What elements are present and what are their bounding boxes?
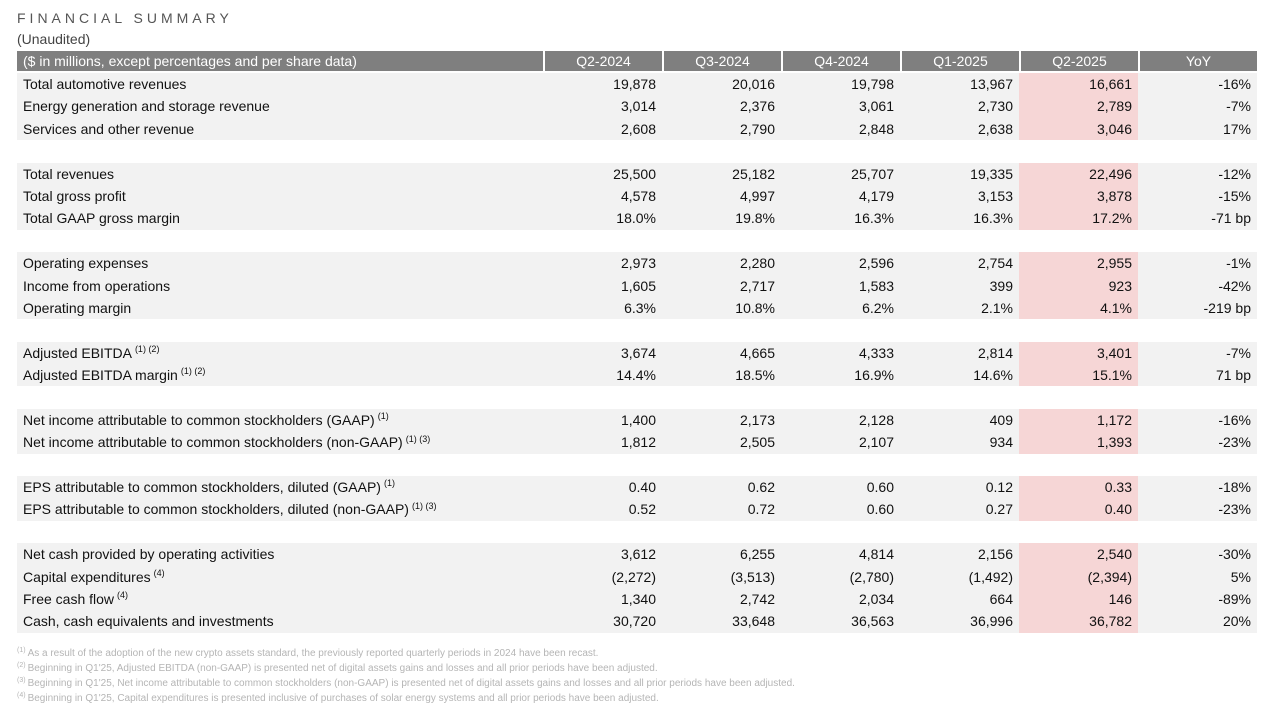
row-label-cell (17, 163, 543, 185)
value-cell: 18.0% (543, 207, 662, 229)
row-label-cell (17, 431, 543, 453)
footnote-ref: (4) (117, 590, 129, 601)
value-cell: 2,505 (662, 431, 781, 453)
yoy-cell: -23% (1138, 431, 1257, 453)
value-cell: 2,376 (662, 95, 781, 117)
highlight-value-cell: 4.1% (1019, 297, 1138, 319)
row-label-cell (17, 610, 543, 632)
highlight-value-cell: 923 (1019, 275, 1138, 297)
value-cell: 25,707 (781, 163, 900, 185)
value-cell: 0.27 (900, 498, 1019, 520)
row-label-cell (17, 275, 543, 297)
footnote-mark: (1) (17, 646, 26, 654)
page-title: FINANCIAL SUMMARY (17, 10, 233, 26)
table-row (17, 498, 1257, 520)
yoy-cell: -219 bp (1138, 297, 1257, 319)
yoy-cell: -30% (1138, 543, 1257, 565)
footnote (17, 661, 795, 676)
header-q2-2025: Q2-2025 (1019, 51, 1138, 71)
value-cell: 4,665 (662, 342, 781, 364)
footnote-text: As a result of the adoption of the new crypto assets standard, the previously reported quarterly periods in 2024 have been recast. (27, 648, 599, 659)
value-cell: 1,583 (781, 275, 900, 297)
value-cell: 2,596 (781, 252, 900, 274)
table-row (17, 275, 1257, 297)
value-cell: 2,280 (662, 252, 781, 274)
value-cell: 10.8% (662, 297, 781, 319)
yoy-cell: -42% (1138, 275, 1257, 297)
row-label-cell (17, 118, 543, 140)
table-row (17, 342, 1257, 364)
value-cell: 6.2% (781, 297, 900, 319)
highlight-value-cell: 2,955 (1019, 252, 1138, 274)
value-cell: 4,333 (781, 342, 900, 364)
value-cell: 1,605 (543, 275, 662, 297)
highlight-value-cell: (2,394) (1019, 566, 1138, 588)
value-cell: 3,061 (781, 95, 900, 117)
highlight-value-cell: 17.2% (1019, 207, 1138, 229)
highlight-value-cell: 3,878 (1019, 185, 1138, 207)
value-cell: 0.62 (662, 476, 781, 498)
header-label: ($ in millions, except percentages and per share data) (17, 51, 543, 71)
row-label: Total gross profit (23, 187, 126, 204)
value-cell: 2,754 (900, 252, 1019, 274)
highlight-value-cell: 2,540 (1019, 543, 1138, 565)
yoy-cell: 71 bp (1138, 364, 1257, 386)
value-cell: 2.1% (900, 297, 1019, 319)
table-body (17, 73, 1257, 633)
value-cell: 6,255 (662, 543, 781, 565)
value-cell: 19,798 (781, 73, 900, 95)
table-row (17, 252, 1257, 274)
row-label: Operating margin (23, 299, 132, 316)
row-label-cell (17, 297, 543, 319)
value-cell: 25,182 (662, 163, 781, 185)
row-label-cell (17, 342, 543, 364)
footnote (17, 646, 795, 661)
yoy-cell: -12% (1138, 163, 1257, 185)
highlight-value-cell: 1,172 (1019, 409, 1138, 431)
value-cell: 19,335 (900, 163, 1019, 185)
yoy-cell: -7% (1138, 342, 1257, 364)
row-label-cell (17, 566, 543, 588)
row-label: Net income attributable to common stockholders (non-GAAP) (23, 434, 403, 451)
footnote-mark: (4) (17, 691, 26, 699)
row-label: EPS attributable to common stockholders, diluted (GAAP) (23, 479, 381, 496)
value-cell: 2,156 (900, 543, 1019, 565)
value-cell: 33,648 (662, 610, 781, 632)
table-row (17, 297, 1257, 319)
value-cell: 13,967 (900, 73, 1019, 95)
highlight-value-cell: 15.1% (1019, 364, 1138, 386)
header-q2-2024: Q2-2024 (543, 51, 662, 71)
row-label-cell (17, 543, 543, 565)
value-cell: 2,717 (662, 275, 781, 297)
value-cell: (3,513) (662, 566, 781, 588)
row-label: Total revenues (23, 165, 115, 182)
value-cell: 3,014 (543, 95, 662, 117)
value-cell: (1,492) (900, 566, 1019, 588)
highlight-value-cell: 16,661 (1019, 73, 1138, 95)
highlight-value-cell: 3,401 (1019, 342, 1138, 364)
row-label: Services and other revenue (23, 120, 195, 137)
value-cell: 2,730 (900, 95, 1019, 117)
highlight-value-cell: 3,046 (1019, 118, 1138, 140)
table-row (17, 73, 1257, 95)
row-label: Total GAAP gross margin (23, 210, 180, 227)
table-row (17, 95, 1257, 117)
value-cell: 4,578 (543, 185, 662, 207)
footnote-ref: (1) (3) (405, 433, 431, 444)
value-cell: 3,153 (900, 185, 1019, 207)
value-cell: 0.12 (900, 476, 1019, 498)
header-q4-2024: Q4-2024 (781, 51, 900, 71)
footnote-mark: (2) (17, 661, 26, 669)
value-cell: 0.40 (543, 476, 662, 498)
footnote-ref: (1) (2) (180, 366, 206, 377)
value-cell: 2,173 (662, 409, 781, 431)
value-cell: 19.8% (662, 207, 781, 229)
row-label: Capital expenditures (23, 568, 151, 585)
yoy-cell: -7% (1138, 95, 1257, 117)
row-label-cell (17, 207, 543, 229)
value-cell: (2,272) (543, 566, 662, 588)
value-cell: 2,973 (543, 252, 662, 274)
yoy-cell: -1% (1138, 252, 1257, 274)
value-cell: 1,812 (543, 431, 662, 453)
group-spacer (17, 521, 1257, 543)
footnote (17, 691, 795, 706)
row-label-cell (17, 364, 543, 386)
value-cell: 0.52 (543, 498, 662, 520)
row-label: Adjusted EBITDA margin (23, 367, 178, 384)
footnote-ref: (1) (377, 411, 389, 422)
group-spacer (17, 386, 1257, 408)
yoy-cell: -89% (1138, 588, 1257, 610)
row-label-cell (17, 588, 543, 610)
footnote-mark: (3) (17, 676, 26, 684)
value-cell: 2,814 (900, 342, 1019, 364)
highlight-value-cell: 0.33 (1019, 476, 1138, 498)
row-label-cell (17, 73, 543, 95)
highlight-value-cell: 146 (1019, 588, 1138, 610)
table-row (17, 185, 1257, 207)
value-cell: 664 (900, 588, 1019, 610)
row-label: Total automotive revenues (23, 76, 187, 92)
table-row (17, 476, 1257, 498)
group-spacer (17, 454, 1257, 476)
yoy-cell: -71 bp (1138, 207, 1257, 229)
value-cell: 2,638 (900, 118, 1019, 140)
row-label: Income from operations (23, 277, 171, 294)
value-cell: 1,400 (543, 409, 662, 431)
row-label: EPS attributable to common stockholders, diluted (non-GAAP) (23, 501, 409, 518)
group-spacer (17, 140, 1257, 162)
value-cell: 16.3% (900, 207, 1019, 229)
highlight-value-cell: 2,789 (1019, 95, 1138, 117)
yoy-cell: -16% (1138, 409, 1257, 431)
value-cell: 30,720 (543, 610, 662, 632)
row-label: Energy generation and storage revenue (23, 98, 270, 115)
yoy-cell: -15% (1138, 185, 1257, 207)
table-row (17, 207, 1257, 229)
value-cell: 18.5% (662, 364, 781, 386)
value-cell: 934 (900, 431, 1019, 453)
table-row (17, 588, 1257, 610)
value-cell: 36,563 (781, 610, 900, 632)
footnote-ref: (1) (2) (134, 344, 160, 355)
row-label-cell (17, 476, 543, 498)
value-cell: 2,790 (662, 118, 781, 140)
table-row (17, 409, 1257, 431)
value-cell: 14.6% (900, 364, 1019, 386)
highlight-value-cell: 36,782 (1019, 610, 1138, 632)
page-subtitle: (Unaudited) (17, 31, 91, 47)
value-cell: 36,996 (900, 610, 1019, 632)
table-row (17, 543, 1257, 565)
value-cell: 4,179 (781, 185, 900, 207)
table-row (17, 163, 1257, 185)
footnote-ref: (4) (153, 567, 165, 578)
yoy-cell: -18% (1138, 476, 1257, 498)
row-label-cell (17, 409, 543, 431)
financial-summary-table (17, 51, 1257, 633)
header-q1-2025: Q1-2025 (900, 51, 1019, 71)
value-cell: 2,848 (781, 118, 900, 140)
yoy-cell: -23% (1138, 498, 1257, 520)
yoy-cell: 17% (1138, 118, 1257, 140)
value-cell: 3,674 (543, 342, 662, 364)
row-label-cell (17, 252, 543, 274)
highlight-value-cell: 1,393 (1019, 431, 1138, 453)
value-cell: 1,340 (543, 588, 662, 610)
table-row (17, 431, 1257, 453)
row-label: Net income attributable to common stockholders (GAAP) (23, 411, 375, 428)
header-yoy: YoY (1138, 51, 1257, 71)
value-cell: 2,107 (781, 431, 900, 453)
highlight-value-cell: 0.40 (1019, 498, 1138, 520)
footnote-ref: (1) (3) (411, 500, 437, 511)
footnote (17, 676, 795, 691)
footnotes (17, 646, 795, 706)
row-label-cell (17, 95, 543, 117)
value-cell: 2,128 (781, 409, 900, 431)
footnote-text: Beginning in Q1'25, Adjusted EBITDA (non-GAAP) is presented net of digital assets gains and losses and all prior periods have been adjusted. (27, 663, 658, 674)
table-row (17, 364, 1257, 386)
value-cell: (2,780) (781, 566, 900, 588)
row-label: Net cash provided by operating activities (23, 546, 275, 563)
value-cell: 6.3% (543, 297, 662, 319)
header-q3-2024: Q3-2024 (662, 51, 781, 71)
value-cell: 2,742 (662, 588, 781, 610)
group-spacer (17, 230, 1257, 252)
footnote-text: Beginning in Q1'25, Net income attributable to common stockholders (non-GAAP) is presented net of digital assets gains and losses and all prior periods have been adjusted. (27, 678, 795, 689)
value-cell: 20,016 (662, 73, 781, 95)
row-label: Adjusted EBITDA (23, 344, 132, 361)
table-row (17, 610, 1257, 632)
table-row (17, 566, 1257, 588)
yoy-cell: -16% (1138, 73, 1257, 95)
value-cell: 0.60 (781, 498, 900, 520)
yoy-cell: 5% (1138, 566, 1257, 588)
value-cell: 25,500 (543, 163, 662, 185)
value-cell: 14.4% (543, 364, 662, 386)
footnote-ref: (1) (383, 478, 395, 489)
footnote-text: Beginning in Q1'25, Capital expenditures is presented inclusive of purchases of solar energy systems and all prior periods have been adjusted. (27, 693, 659, 704)
table-row (17, 118, 1257, 140)
row-label: Free cash flow (23, 590, 115, 607)
row-label-cell (17, 185, 543, 207)
value-cell: 2,034 (781, 588, 900, 610)
highlight-value-cell: 22,496 (1019, 163, 1138, 185)
value-cell: 3,612 (543, 543, 662, 565)
value-cell: 16.9% (781, 364, 900, 386)
row-label: Operating expenses (23, 255, 149, 272)
value-cell: 4,997 (662, 185, 781, 207)
value-cell: 399 (900, 275, 1019, 297)
value-cell: 16.3% (781, 207, 900, 229)
value-cell: 19,878 (543, 73, 662, 95)
row-label-cell (17, 498, 543, 520)
value-cell: 2,608 (543, 118, 662, 140)
value-cell: 0.72 (662, 498, 781, 520)
value-cell: 409 (900, 409, 1019, 431)
yoy-cell: 20% (1138, 610, 1257, 632)
value-cell: 0.60 (781, 476, 900, 498)
group-spacer (17, 319, 1257, 341)
value-cell: 4,814 (781, 543, 900, 565)
table-header (17, 51, 1257, 71)
row-label: Cash, cash equivalents and investments (23, 613, 274, 630)
